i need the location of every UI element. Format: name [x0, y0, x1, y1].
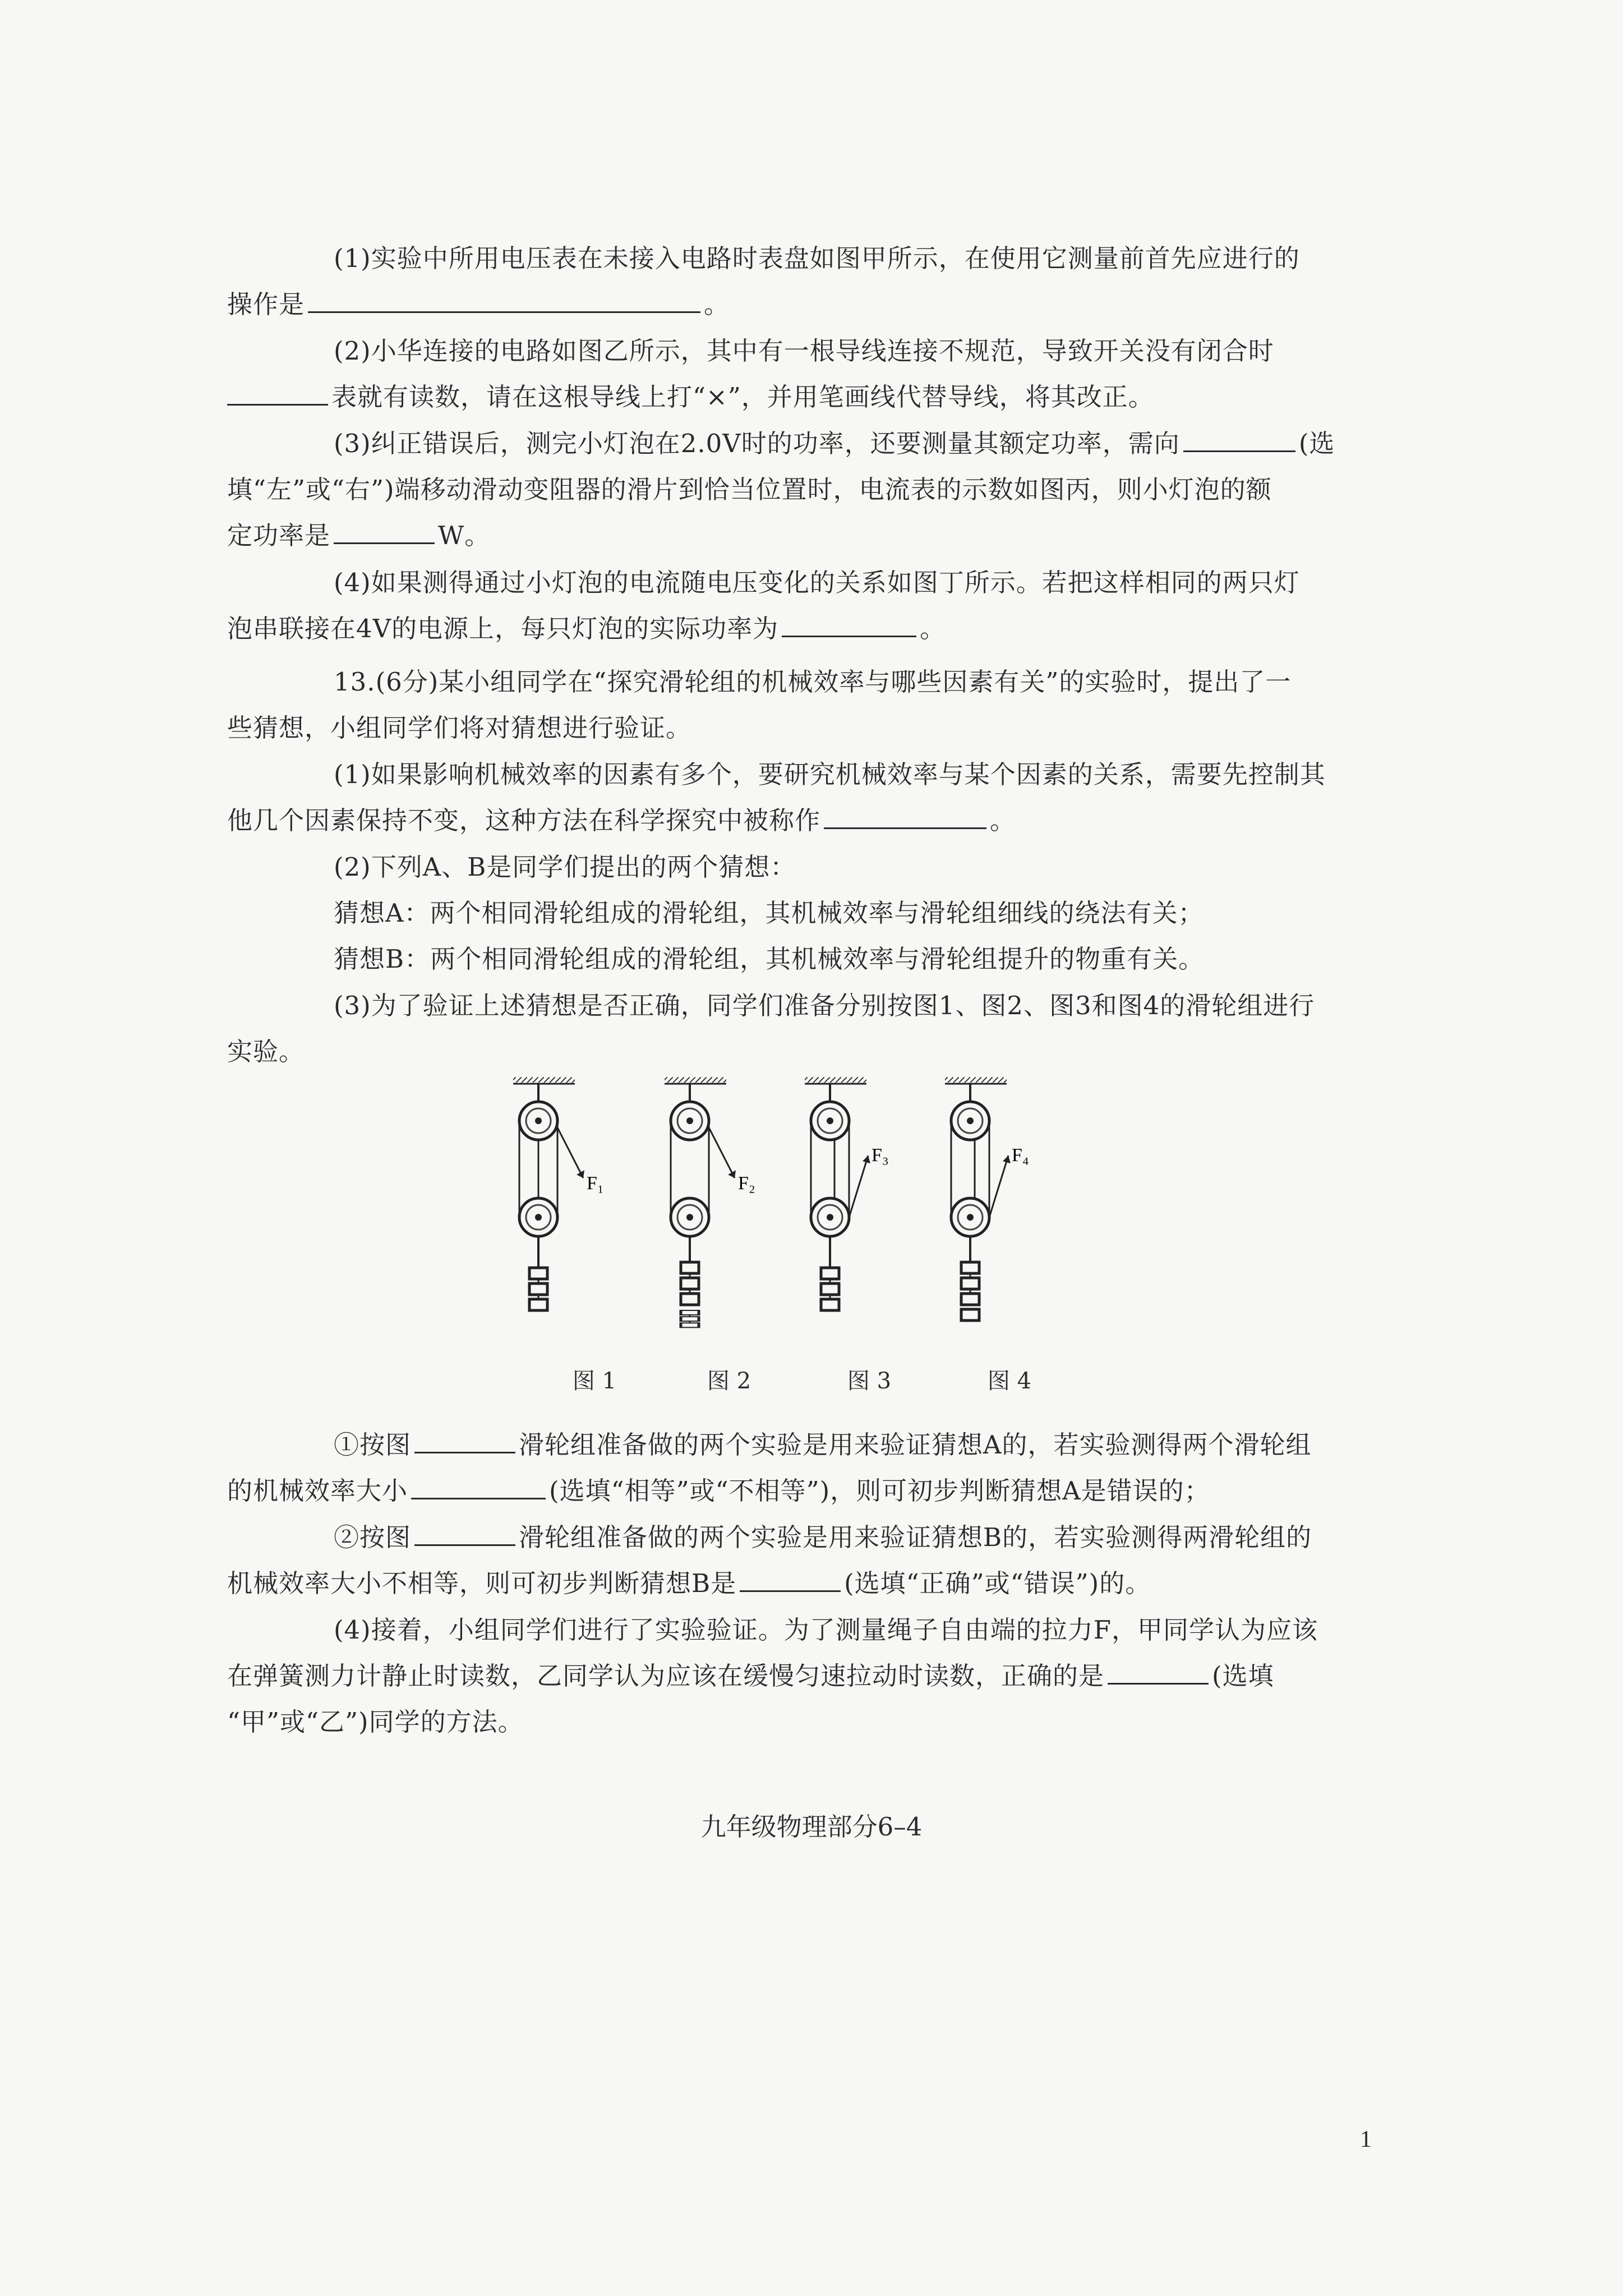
pulley-system-3: [805, 1077, 889, 1310]
answer-blank-7[interactable]: [414, 1429, 515, 1453]
answer-blank-2[interactable]: [227, 381, 328, 406]
figure-label-4: 图 4: [987, 1368, 1032, 1394]
q13-check1-line1: [280, 1422, 1335, 1468]
q13-check2-line2-text: (选填“正确”或“错误”)的。: [844, 1568, 1151, 1598]
q12-part3-prefix: (3)纠正错误后，测完小灯泡在2.0V时的功率，还要测量其额定功率，需向: [334, 429, 1180, 458]
q12-part4-suffix: 。: [920, 614, 946, 643]
q13-check1: [227, 1422, 1335, 1514]
figure-label-2: 图 2: [707, 1368, 751, 1394]
q12-part4-line2: [227, 606, 1335, 652]
q12-part3-unit: W。: [438, 521, 491, 550]
q13-check2-prefix: ②按图: [334, 1522, 412, 1552]
q13-part4-line2: [227, 1653, 1335, 1699]
q13-check1-prefix: ①按图: [334, 1430, 412, 1460]
figure-label-3: 图 3: [847, 1368, 892, 1394]
answer-blank-1[interactable]: [308, 289, 700, 313]
q13-header-line1: 13.(6分)某小组同学在“探究滑轮组的机械效率与哪些因素有关”的实验时，提出了一: [334, 667, 1292, 697]
q12-part1-line2: [227, 282, 1335, 328]
q13-part2-line: (2)下列A、B是同学们提出的两个猜想：: [334, 852, 796, 882]
q12-part4: [227, 560, 1335, 652]
q12-part3-line3: [227, 513, 1335, 559]
force-label-3: F₃: [872, 1145, 889, 1166]
q12-part2-line2: [227, 374, 1335, 420]
q13-check1-line2: [227, 1468, 1335, 1514]
q13-part3: [227, 983, 1335, 1075]
guess-a: 猜想A：两个相同滑轮组成的滑轮组，其机械效率与滑轮组细线的绕法有关；: [334, 898, 1204, 928]
q12-part1-prefix: 操作是: [227, 289, 305, 319]
q13-part4-prefix: 在弹簧测力计静止时读数，乙同学认为应该在缓慢匀速拉动时读数，正确的是: [227, 1661, 1105, 1691]
q13-check1-text: 滑轮组准备做的两个实验是用来验证猜想A的，若实验测得两个滑轮组: [519, 1430, 1312, 1460]
q13-part3-line2: 实验。: [227, 1037, 305, 1066]
q12-part3-hint: (选: [1298, 429, 1335, 458]
force-label-2: F₂: [738, 1173, 755, 1194]
q13-part1-line1: (1)如果影响机械效率的因素有多个，要研究机械效率与某个因素的关系，需要先控制其: [334, 760, 1326, 789]
answer-blank-6[interactable]: [824, 805, 986, 829]
q13-check2-line2-prefix: 机械效率大小不相等，则可初步判断猜想B是: [227, 1568, 737, 1598]
guess-b: 猜想B：两个相同滑轮组成的滑轮组，其机械效率与滑轮组提升的物重有关。: [334, 944, 1205, 974]
q13-part1: [227, 752, 1335, 844]
q13-part1-prefix: 他几个因素保持不变，这种方法在科学探究中被称作: [227, 806, 821, 835]
q13-part1-suffix: 。: [990, 806, 1016, 835]
q13-check1-line2-prefix: 的机械效率大小: [227, 1476, 408, 1506]
q12-part4-prefix: 泡串联接在4V的电源上，每只灯泡的实际功率为: [227, 614, 779, 643]
q13-part4: [227, 1607, 1335, 1745]
q13-check2-text: 滑轮组准备做的两个实验是用来验证猜想B的，若实验测得两滑轮组的: [519, 1522, 1312, 1552]
page-footer: 九年级物理部分6–4: [700, 1812, 923, 1842]
q12-part3-line1: [280, 421, 1335, 467]
pulley-system-1: [513, 1077, 604, 1310]
force-label-1: F₁: [587, 1173, 604, 1194]
q12-part3-line2: 填“左”或“右”)端移动滑动变阻器的滑片到恰当位置时，电流表的示数如图丙，则小灯泡的额: [227, 475, 1272, 504]
q13-header: [227, 659, 1335, 751]
page-number: 1: [1360, 2127, 1372, 2152]
q12-part3: [227, 421, 1335, 559]
q12-part3-line3-prefix: 定功率是: [227, 521, 331, 550]
answer-blank-11[interactable]: [1108, 1660, 1209, 1685]
q13-header-line2: 些猜想，小组同学们将对猜想进行验证。: [227, 713, 692, 743]
pulley-system-4: [945, 1077, 1029, 1320]
answer-blank-3[interactable]: [1183, 428, 1295, 452]
force-label-4: F₄: [1012, 1145, 1029, 1166]
answer-blank-10[interactable]: [740, 1568, 841, 1592]
q13-part4-line1: (4)接着，小组同学们进行了实验验证。为了测量绳子自由端的拉力F，甲同学认为应该: [334, 1615, 1318, 1645]
answer-blank-9[interactable]: [414, 1522, 515, 1546]
q13-check2: [227, 1515, 1335, 1607]
q13-part1-line2: [227, 798, 1335, 844]
q12-part2-line1: (2)小华连接的电路如图乙所示，其中有一根导线连接不规范，导致开关没有闭合时: [334, 336, 1274, 366]
q13-check1-line2-text: (选填“相等”或“不相等”)，则可初步判断猜想A是错误的；: [549, 1476, 1210, 1506]
answer-blank-4[interactable]: [334, 520, 435, 544]
q13-part4-hint: (选填: [1212, 1661, 1274, 1691]
pulley-figures: [494, 1077, 1099, 1402]
q13-part3-line1: (3)为了验证上述猜想是否正确，同学们准备分别按图1、图2、图3和图4的滑轮组进行: [334, 991, 1315, 1020]
q12-part2: [280, 328, 1335, 420]
q13-part4-line3: “甲”或“乙”)同学的方法。: [227, 1707, 524, 1737]
answer-blank-5[interactable]: [782, 613, 916, 637]
q12-part1-line1: (1)实验中所用电压表在未接入电路时表盘如图甲所示，在使用它测量前首先应进行的: [334, 243, 1300, 273]
q12-part1: [227, 236, 1335, 328]
q13-part2: [280, 844, 1335, 982]
q12-part4-line1: (4)如果测得通过小灯泡的电流随电压变化的关系如图丁所示。若把这样相同的两只灯: [334, 568, 1300, 597]
q13-check2-line1: [280, 1515, 1335, 1561]
q12-part1-suffix: 。: [704, 289, 730, 319]
answer-blank-8[interactable]: [411, 1475, 546, 1499]
figure-label-1: 图 1: [572, 1368, 617, 1394]
pulley-system-2: [665, 1077, 755, 1327]
q12-part2-suffix: 表就有读数，请在这根导线上打“×”，并用笔画线代替导线，将其改正。: [331, 382, 1154, 412]
q13-check2-line2: [227, 1561, 1335, 1607]
